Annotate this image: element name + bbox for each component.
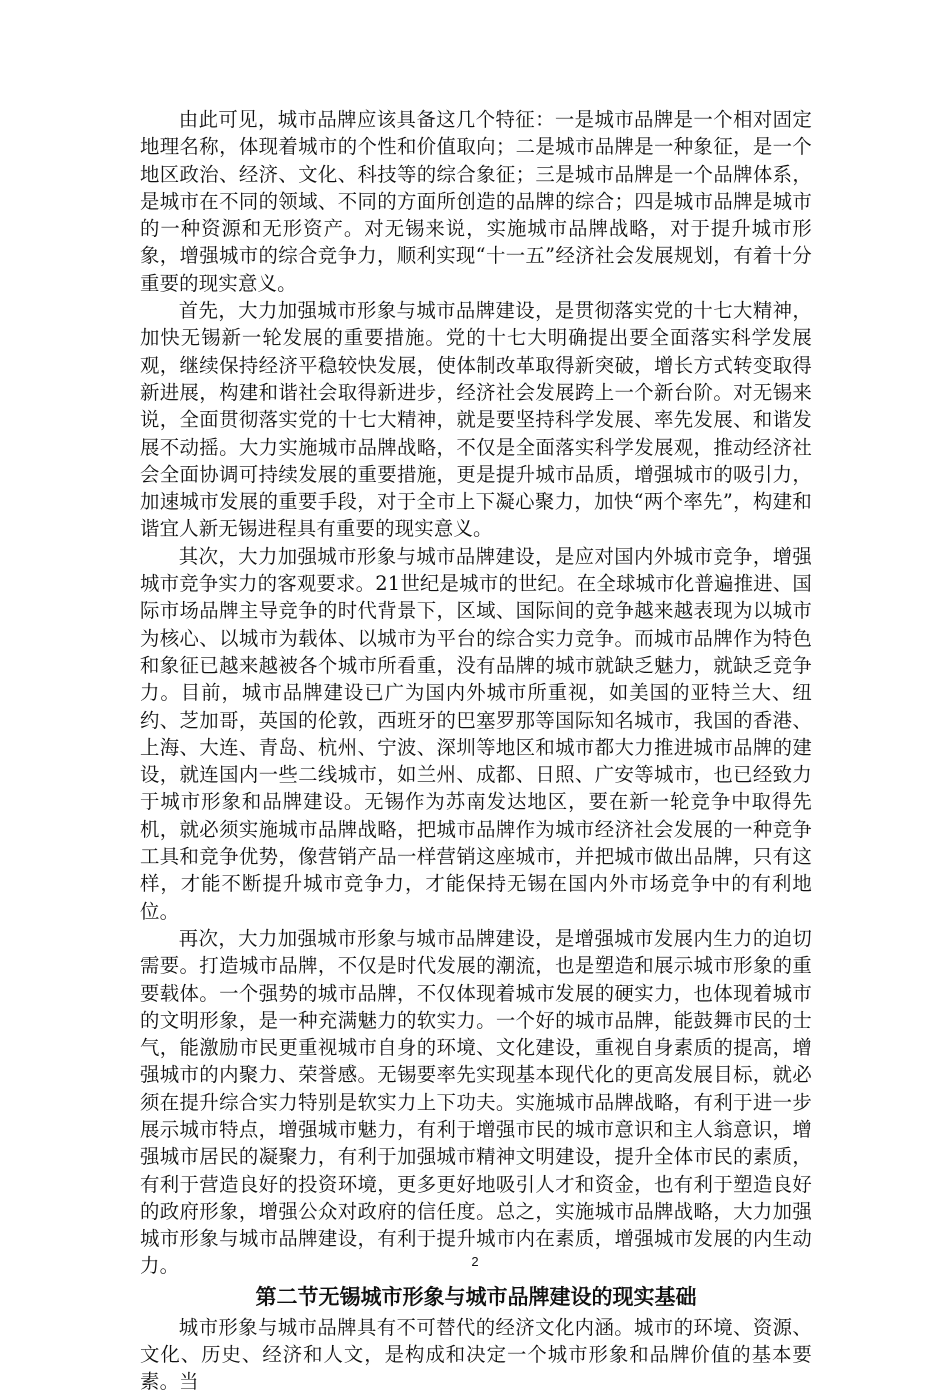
section-heading: 第二节无锡城市形象与城市品牌建设的现实基础 xyxy=(255,1284,697,1309)
paragraph-city-brand-features: 由此可见，城市品牌应该具备这几个特征：一是城市品牌是一个相对固定地理名称，体现着城市的个性和价值取向；二是城市品牌是一种象征，是一个地区政治、经济、文化、科技等的综合象征；三是城市品牌是一个品牌体系，是城市在不同的领域、不同的方面所创造的品牌的综合；四是城市品牌是城市的一种资源和无形资产。对无锡来说，实施城市品牌战略，对于提升城市形象，增强城市的综合竞争力，顺利实现“十一五”经济社会发展规划，有着十分重要的现实意义。 xyxy=(140,108,812,295)
paragraph-section-intro: 城市形象与城市品牌具有不可替代的经济文化内涵。城市的环境、资源、文化、历史、经济和人文，是构成和决定一个城市形象和品牌价值的基本要素。当 xyxy=(140,1315,812,1394)
page-number: 2 xyxy=(471,1254,479,1269)
paragraph-second-reason: 其次，大力加强城市形象与城市品牌建设，是应对国内外城市竞争，增强城市竞争实力的客观要求。21世纪是城市的世纪。在全球城市化普遍推进、国际市场品牌主导竞争的时代背景下，区域、国际间的竞争越来越表现为以城市为核心、以城市为载体、以城市为平台的综合实力竞争。而城市品牌作为特色和象征已越来越被各个城市所看重，没有品牌的城市就缺乏魅力，就缺乏竞争力。目前，城市品牌建设已广为国内外城市所重视，如美国的亚特兰大、纽约、芝加哥，英国的伦敦，西班牙的巴塞罗那等国际知名城市，我国的香港、上海、大连、青岛、杭州、宁波、深圳等地区和城市都大力推进城市品牌的建设，就连国内一些二线城市，如兰州、成都、日照、广安等城市，也已经致力于城市形象和品牌建设。无锡作为苏南发达地区，要在新一轮竞争中取得先机，就必须实施城市品牌战略，把城市品牌作为城市经济社会发展的一种竞争工具和竞争优势，像营销产品一样营销这座城市，并把城市做出品牌，只有这样，才能不断提升城市竞争力，才能保持无锡在国内外市场竞争中的有利地位。 xyxy=(140,544,812,923)
document-page xyxy=(140,106,812,1396)
paragraph-first-reason: 首先，大力加强城市形象与城市品牌建设，是贯彻落实党的十七大精神，加快无锡新一轮发展的重要措施。党的十七大明确提出要全面落实科学发展观，继续保持经济平稳较快发展，使体制改革取得新突破，增长方式转变取得新进展，构建和谐社会取得新进步，经济社会发展跨上一个新台阶。对无锡来说，全面贯彻落实党的十七大精神，就是要坚持科学发展、率先发展、和谐发展不动摇。大力实施城市品牌战略，不仅是全面落实科学发展观，推动经济社会全面协调可持续发展的重要措施，更是提升城市品质，增强城市的吸引力，加速城市发展的重要手段，对于全市上下凝心聚力，加快“两个率先”，构建和谐宜人新无锡进程具有重要的现实意义。 xyxy=(140,299,812,541)
paragraph-third-reason: 再次，大力加强城市形象与城市品牌建设，是增强城市发展内生力的迫切需要。打造城市品牌，不仅是时代发展的潮流，也是塑造和展示城市形象的重要载体。一个强势的城市品牌，不仅体现着城市发展的硬实力，也体现着城市的文明形象，是一种充满魅力的软实力。一个好的城市品牌，能鼓舞市民的士气，能激励市民更重视城市自身的环境、文化建设，重视自身素质的提高，增强城市的内聚力、荣誉感。无锡要率先实现基本现代化的更高发展目标，就必须在提升综合实力特别是软实力上下功夫。实施城市品牌战略，有利于进一步展示城市特点，增强城市魅力，有利于增强市民的城市意识和主人翁意识，增强城市居民的凝聚力，有利于加强城市精神文明建设，提升全体市民的素质，有利于营造良好的投资环境，更多更好地吸引人才和资金，也有利于塑造良好的政府形象，增强公众对政府的信任度。总之，实施城市品牌战略，大力加强城市形象与城市品牌建设，有利于提升城市内在素质，增强城市发展的内生动力。 xyxy=(140,926,812,1278)
